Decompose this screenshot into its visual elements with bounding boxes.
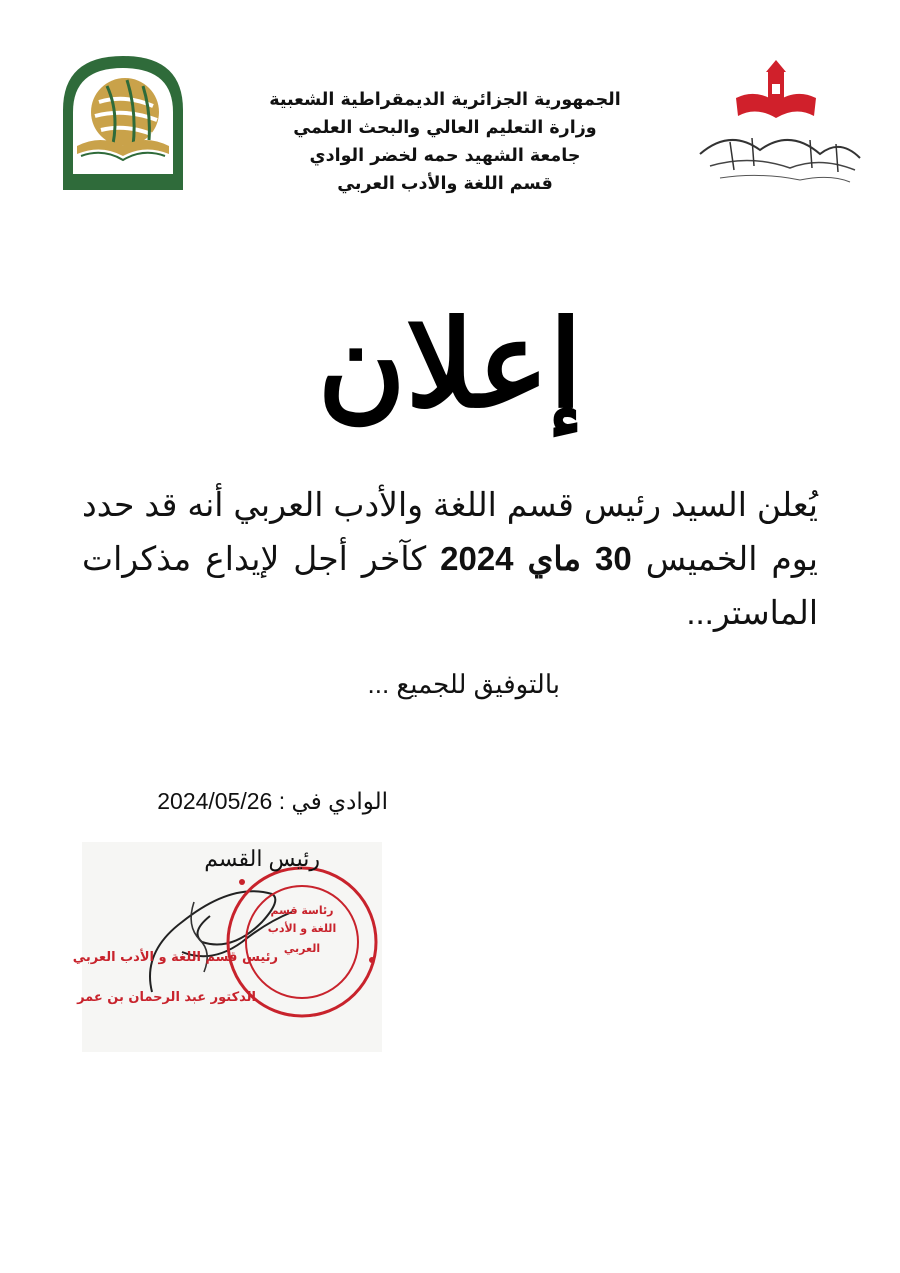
institution-header [225, 86, 665, 198]
university-logo [55, 50, 191, 194]
announcement-text-start: يُعلن السيد رئيس قسم اللغة والأدب العربي أنه قد حدد يوم الخميس [82, 486, 818, 577]
faculty-logo [690, 58, 870, 194]
place-label: الوادي في : [272, 788, 388, 814]
signatory-title: رئيس القسم [204, 846, 320, 871]
header-line-university: جامعة الشهيد حمه لخضر الوادي [309, 146, 581, 166]
header-line-ministry: وزارة التعليم العالي والبحث العلمي [293, 118, 597, 138]
seal-text-2: اللغة و الأدب [267, 922, 337, 935]
closing-wish: بالتوفيق للجميع ... [367, 669, 560, 699]
stamp-department-line: رئيس قسم اللغة و الأدب العربي [72, 950, 278, 965]
issue-date: 2024/05/26 [157, 788, 273, 814]
announcement-title: إعلان [317, 294, 583, 435]
seal-text-1: رئاسة قسم [270, 904, 334, 917]
announcement-body [82, 478, 818, 640]
place-and-date [110, 784, 388, 818]
header-line-republic: الجمهورية الجزائرية الديمقراطية الشعبية [269, 90, 621, 110]
announcement-text-end: كآخر أجل لإيداع مذكرات الماستر... [82, 540, 818, 631]
header-line-department: قسم اللغة والأدب العربي [337, 174, 553, 194]
stamp-name-line: الدكتور عبد الرحمان بن عمر [77, 990, 256, 1005]
deadline-date: 30 ماي 2024 [440, 540, 632, 577]
seal-text-3: العربي [283, 942, 321, 955]
